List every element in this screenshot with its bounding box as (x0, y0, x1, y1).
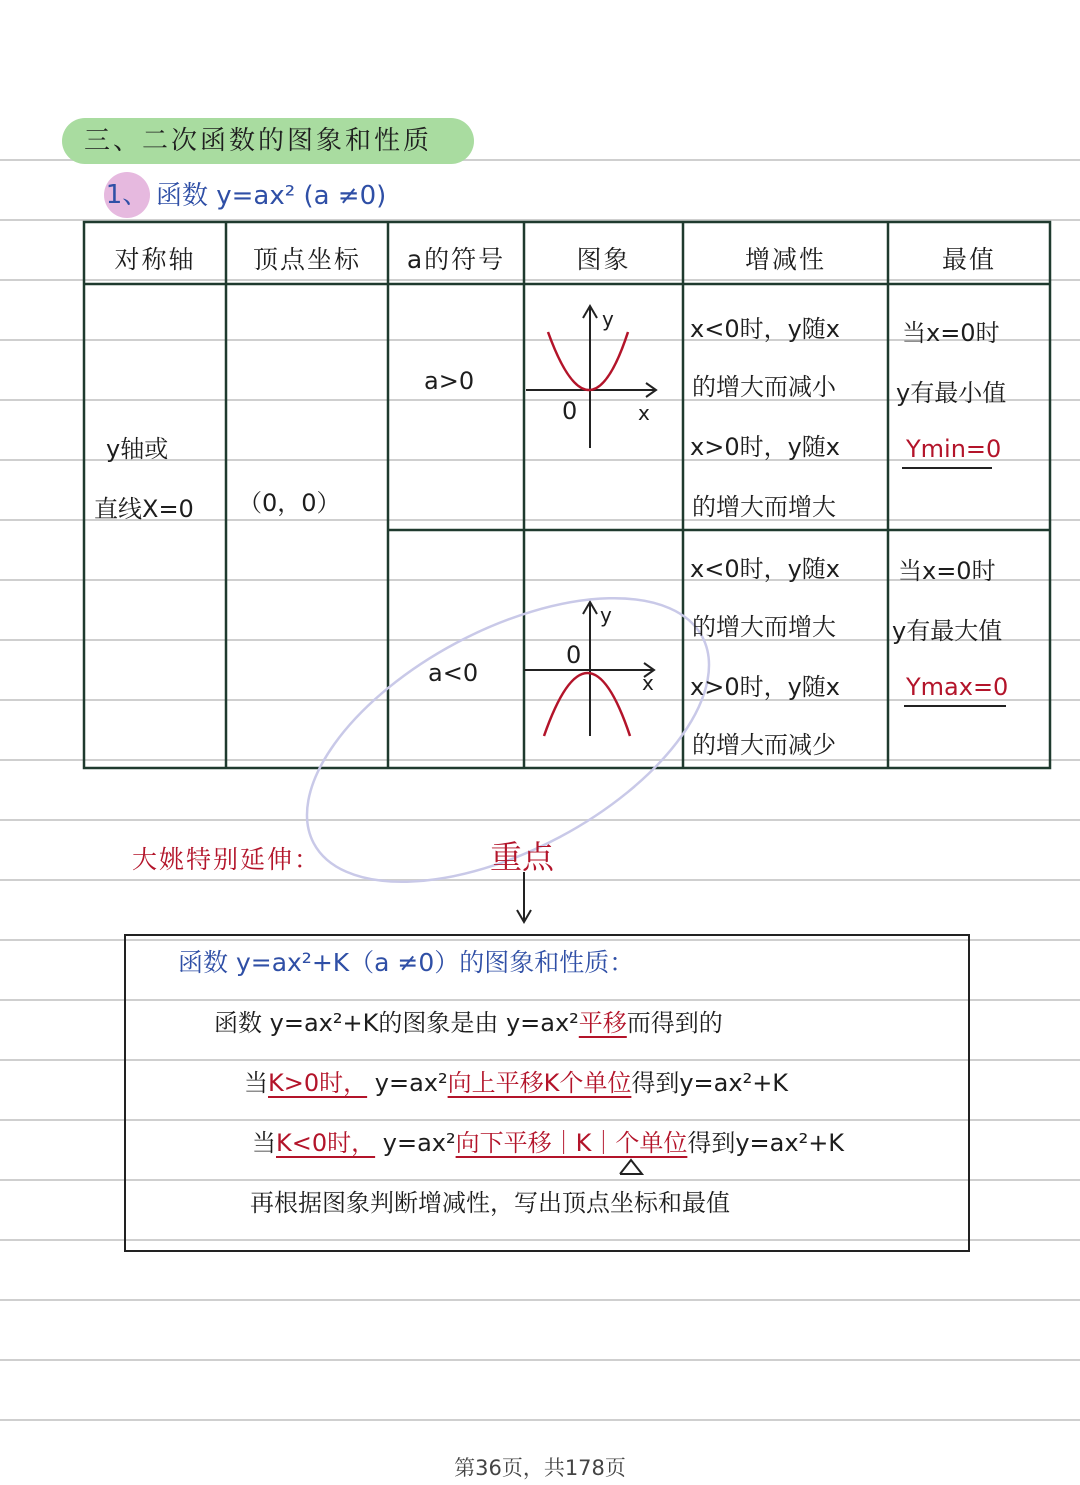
mono-pos-4: 的增大而增大 (692, 493, 836, 521)
mono-neg-4: 的增大而减少 (692, 731, 836, 759)
subheading (104, 172, 386, 220)
extreme-pos-value: Ymin=0 (906, 435, 1002, 463)
note-line-4: 再根据图象判断增减性，写出顶点坐标和最值 (250, 1189, 730, 1217)
note-l3-c: y=ax² (375, 1129, 456, 1157)
graph2-x-label: x (642, 671, 654, 695)
extreme-pos-line2: y有最小值 (896, 379, 1007, 407)
note-line-3 (252, 1126, 844, 1160)
note-line-1 (214, 1006, 723, 1040)
header-axis: 对称轴 (114, 245, 196, 274)
sign-positive: a>0 (424, 367, 475, 395)
graph-upward-parabola (526, 306, 656, 448)
note-line-2 (244, 1066, 788, 1100)
key-point-label: 重点 (490, 838, 555, 876)
section-title: 三、二次函数的图象和性质 (62, 118, 474, 164)
header-graph: 图象 (576, 245, 631, 274)
header-extreme: 最值 (941, 245, 996, 274)
note-l2-b: K>0时， (268, 1069, 368, 1097)
graph1-origin: 0 (562, 397, 578, 425)
extreme-neg-value: Ymax=0 (906, 673, 1009, 701)
note-l3-b: K<0时， (276, 1129, 376, 1157)
mono-neg-3: x>0时，y随x (690, 673, 840, 701)
graph1-x-label: x (638, 401, 650, 425)
mono-pos-3: x>0时，y随x (690, 433, 840, 461)
note-l3-e: 得到y=ax²+K (687, 1129, 845, 1157)
note-l2-c: y=ax² (367, 1069, 448, 1097)
mono-pos-1: x<0时，y随x (690, 315, 840, 343)
graph1-y-label: y (602, 307, 614, 331)
subheading-text: 函数 y=ax² (a ≠0) (156, 181, 387, 211)
note-l2-a: 当 (244, 1069, 268, 1097)
note-l1-a: 函数 y=ax²+K的图象是由 y=ax² (214, 1009, 579, 1037)
page-footer: 第36页，共178页 (454, 1456, 626, 1480)
graph2-origin: 0 (566, 641, 582, 669)
mono-neg-2: 的增大而增大 (692, 613, 836, 641)
subheading-number: 1、 (104, 172, 150, 218)
note-l2-d: 向上平移K个单位 (447, 1069, 632, 1097)
graph-downward-parabola (524, 602, 654, 736)
mono-neg-1: x<0时，y随x (690, 555, 840, 583)
extension-label: 大姚特别延伸： (132, 845, 322, 874)
header-sign: a的符号 (406, 245, 506, 274)
axis-line1: y轴或 (106, 435, 169, 463)
vertex-value: （0，0） (238, 489, 341, 517)
highlight-ellipse (262, 540, 754, 941)
sign-negative: a<0 (428, 659, 479, 687)
header-monotonicity: 增减性 (744, 245, 826, 274)
extreme-neg-line2: y有最大值 (892, 617, 1003, 645)
note-l1-b: 平移 (578, 1009, 627, 1037)
note-l2-e: 得到y=ax²+K (631, 1069, 789, 1097)
mono-pos-2: 的增大而减小 (692, 373, 836, 401)
note-title: 函数 y=ax²+K（a ≠0）的图象和性质： (178, 948, 635, 977)
note-l3-a: 当 (252, 1129, 276, 1157)
axis-line2: 直线X=0 (94, 495, 194, 523)
extreme-pos-line1: 当x=0时 (902, 319, 1000, 347)
note-l3-d: 向下平移｜K｜个单位 (455, 1129, 688, 1157)
header-vertex: 顶点坐标 (252, 245, 361, 274)
note-l1-c: 而得到的 (626, 1009, 723, 1037)
extreme-neg-line1: 当x=0时 (898, 557, 996, 585)
graph2-y-label: y (600, 603, 612, 627)
